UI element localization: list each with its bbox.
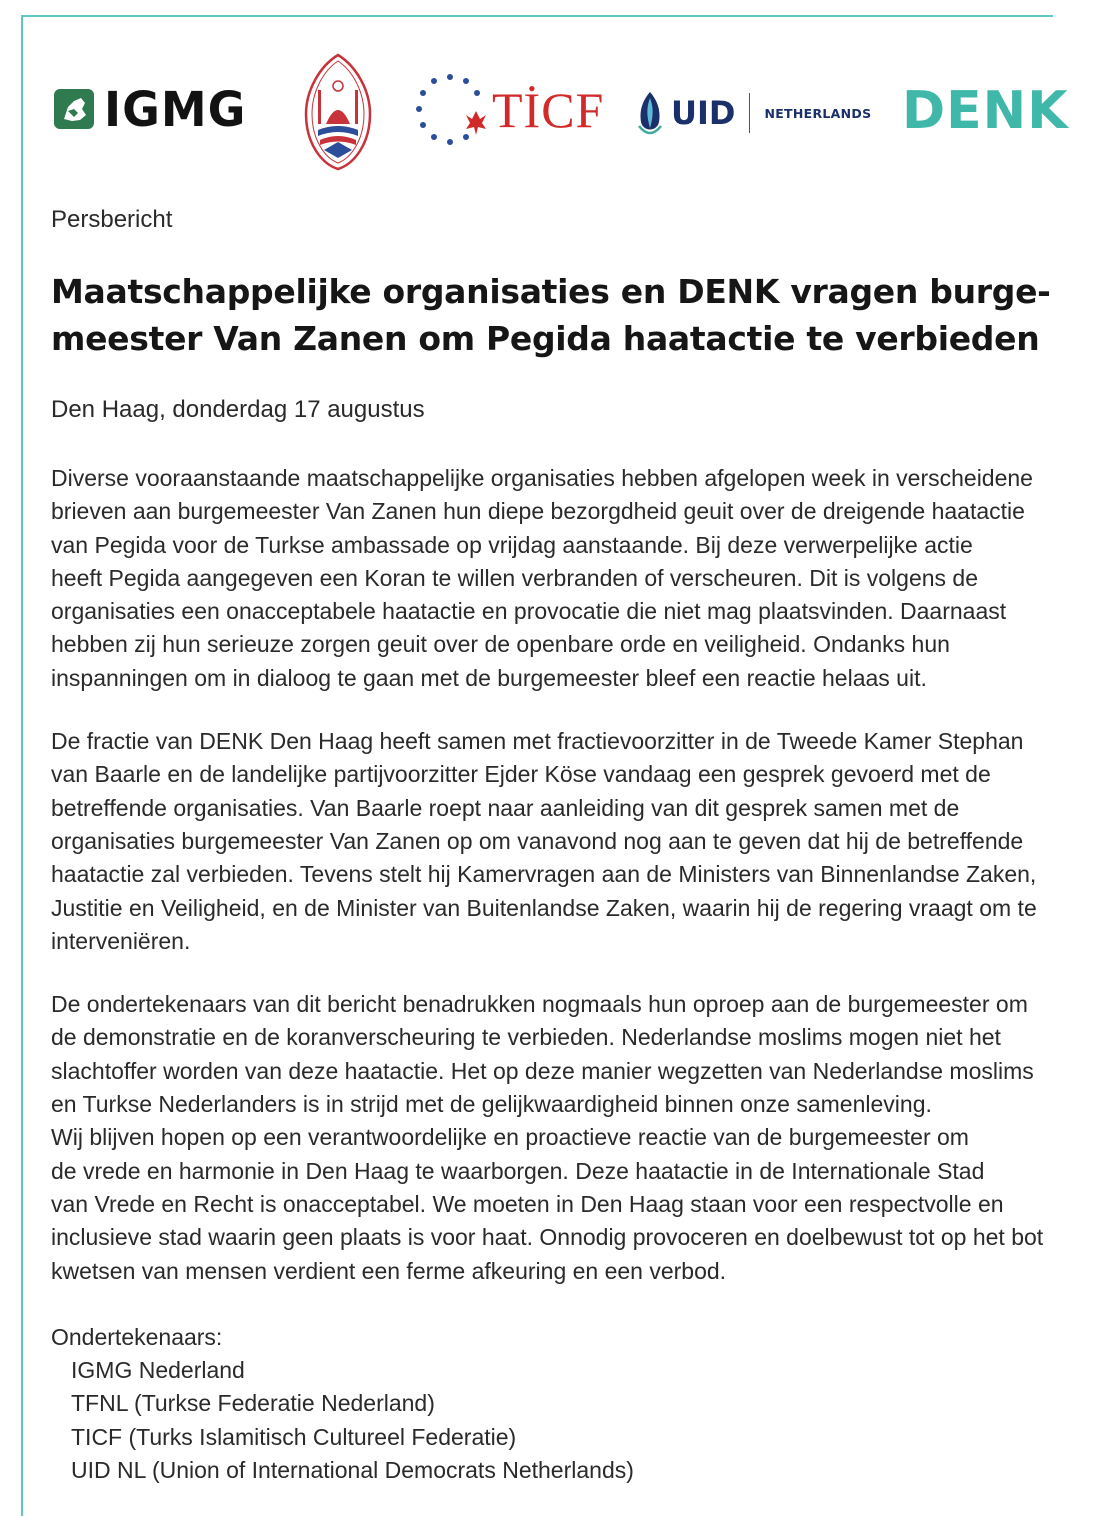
title-line-1: Maatschappelijke organisaties en DENK vragen burge- (51, 272, 1051, 311)
paragraph: De fractie van DENK Den Haag heeft samen met fractievoorzitter in de Tweede Kamer Stephan van Baarle en de landelijke partijvoorzitter Ejder Köse vandaag een gesprek gevoerd met de betreffende organisaties. Van Baarle roept naar aanleiding van dit gesprek samen met de organisaties burgemeester Van Zanen op om vanavond nog aan te geven dat hij de betreffende haatactie zal verbieden. Tevens stelt hij Kamervragen aan de Ministers van Binnenlandse Zaken, Justitie en Veiligheid, en de Minister van Buitenlandse Zaken, waarin hij de regering vraagt om te interveniëren. (51, 728, 1037, 954)
paragraph: De ondertekenaars van dit bericht benadrukken nogmaals hun oproep aan de burgemeester om de demonstratie en de koranverscheuring te verbieden. Nederlandse moslims mogen niet het slachtoffer worden van deze haatactie. Het op deze manier wegzetten van Nederlandse moslims en Turkse Nederlanders is in strijd met de gelijkwaardigheid binnen onze samenleving. Wij blijven hopen op een verantwoordelijke en proactieve reactie van de burgemeester om de vrede en harmonie in Den Haag te waarborgen. Deze haatactie in de Internationale Stad van Vrede en Recht is onacceptabel. We moeten in Den Haag staan voor een respectvolle en inclusieve stad waarin geen plaats is voor haat. Onnodig provoceren en doelbewust tot op het bot kwetsen van mensen verdient een ferme afkeuring en een verbod. (51, 991, 1044, 1284)
tulip-icon (635, 88, 665, 138)
uid-logo (635, 88, 871, 138)
uid-logo-subtitle: NETHERLANDS (764, 105, 872, 121)
logo-bar (50, 48, 1069, 178)
denk-logo: DENK (902, 81, 1069, 141)
list-item: IGMG Nederland (71, 1357, 245, 1384)
star-circle-icon (414, 71, 486, 149)
list-item: UID NL (Union of International Democrats Netherlands) (71, 1457, 634, 1484)
signers-list (51, 1354, 1061, 1487)
dateline: Den Haag, donderdag 17 augustus (51, 396, 425, 423)
page-title (51, 268, 1061, 362)
ticf-logo-text: TİCF (492, 82, 605, 138)
uid-logo-text: UID (671, 94, 736, 132)
netherlands-map-icon (54, 89, 94, 129)
frame-border-left (21, 15, 23, 1516)
uid-logo-divider (749, 93, 750, 133)
igmg-logo (54, 80, 247, 138)
list-item: TICF (Turks Islamitisch Cultureel Federatie) (71, 1423, 517, 1450)
list-item: TFNL (Turkse Federatie Nederland) (71, 1390, 435, 1417)
igmg-logo-text: IGMG (104, 80, 247, 138)
signers-heading: Ondertekenaars: (51, 1323, 223, 1350)
press-release (51, 200, 1061, 1487)
frame-border-top (21, 15, 1053, 17)
document-label: Persbericht (51, 206, 173, 233)
mosque-emblem-icon (302, 52, 374, 172)
ticf-logo (414, 70, 604, 150)
title-line-2: meester Van Zanen om Pegida haatactie te verbieden (51, 319, 1040, 358)
paragraph: Diverse vooraanstaande maatschappelijke organisaties hebben afgelopen week in verscheidene brieven aan burgemeester Van Zanen hun diepe bezorgdheid geuit over de dreigende haatactie van Pegida voor de Turkse ambassade op vrijdag aanstaande. Bij deze verwerpelijke actie heeft Pegida aangegeven een Koran te willen verbranden of verscheuren. Dit is volgens de organisaties een onacceptabele haatactie en provocatie die niet mag plaatsvinden. Daarnaast hebben zij hun serieuze zorgen geuit over de openbare orde en veiligheid. Ondanks hun inspanningen om in dialoog te gaan met de burgemeester bleef een reactie helaas uit. (51, 465, 1033, 691)
